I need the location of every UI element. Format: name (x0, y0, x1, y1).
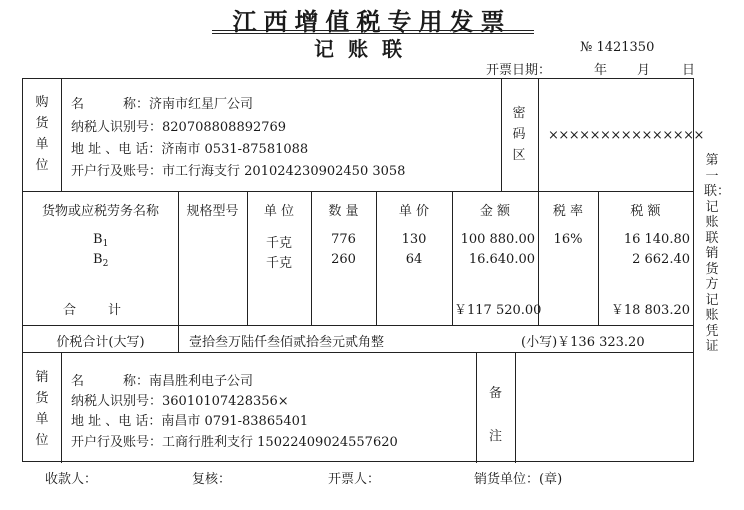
buyer-taxid-label: 纳税人识别号： (71, 120, 163, 135)
reviewer-label: 复核： (192, 472, 232, 487)
grand-total-small (521, 331, 645, 350)
seller-address: 南昌市 0791-83865401 (161, 414, 309, 429)
rule-buyer-code-left (501, 79, 502, 191)
buyer-taxid: 820708808892769 (162, 120, 287, 135)
issue-year-label: 年 (594, 63, 608, 78)
item-name-main: B (93, 252, 103, 267)
issue-date-label: 开票日期： (486, 63, 552, 78)
grand-total-small-label: (小写) (521, 335, 558, 350)
title-underline (212, 30, 534, 31)
item-name-subscript: 1 (102, 239, 109, 249)
issue-month-label: 月 (637, 63, 651, 78)
rule-buyer-label-divider (61, 79, 62, 191)
item-amount: 16.640.00 (468, 252, 535, 267)
item-amount: 100 880.00 (460, 232, 535, 247)
item-name-main: B (93, 232, 103, 247)
col-header-spec: 规格型号 (186, 204, 239, 219)
seller-name: 南昌胜利电子公司 (149, 374, 254, 389)
payee-label: 收款人： (45, 472, 98, 487)
buyer-section-label: 购货单位 (35, 95, 49, 173)
invoice-title: 江西增值税专用发票 (232, 8, 512, 36)
col-header-amount: 金 额 (479, 204, 511, 219)
item-tax: 16 140.80 (623, 232, 690, 247)
cipher-area-value: ××××××××××××××× (548, 128, 704, 143)
item-unit: 千克 (265, 236, 292, 251)
item-price: 130 (401, 232, 427, 247)
total-amount: ￥117 520.00 (454, 303, 542, 318)
rule-seller-label-divider (61, 352, 62, 463)
seller-address-row (71, 410, 308, 429)
buyer-bank-label: 开户行及账号： (71, 164, 163, 179)
rule-seller-note-left (476, 352, 477, 463)
buyer-name-row (71, 93, 253, 112)
rule-buyer-code-right (538, 79, 539, 191)
seller-taxid: 36010107428356× (162, 394, 289, 409)
item-name (93, 252, 108, 269)
seller-taxid-row (71, 390, 289, 409)
seller-bank-row (71, 431, 398, 450)
item-qty: 776 (331, 232, 356, 247)
buyer-bank: 市工行海支行 201024230902450 3058 (162, 164, 406, 179)
invoice-number-label: № (580, 40, 593, 55)
grand-total-small-value: ￥136 323.20 (557, 335, 645, 350)
seller-stamp-label: 销货单位：(章) (474, 472, 563, 487)
invoice-copy-type: 记账联 (314, 37, 416, 61)
seller-name-row (71, 370, 253, 389)
seller-bank-label: 开户行及账号： (71, 435, 163, 450)
invoice-number-value: 1421350 (596, 40, 655, 55)
item-qty: 260 (331, 252, 356, 267)
total-label: 合 计 (63, 303, 124, 318)
item-name (93, 232, 108, 249)
invoice-number (580, 40, 654, 55)
col-header-unit: 单 位 (263, 204, 295, 219)
buyer-address: 济南市 0531-87581088 (161, 142, 309, 157)
item-tax: 2 662.40 (632, 252, 690, 267)
rule-items-bottom (23, 325, 693, 326)
rule-seller-note-right (515, 352, 516, 463)
col-header-tax: 税 额 (630, 204, 661, 219)
col-header-name: 货物或应税劳务名称 (41, 204, 159, 219)
total-tax: ￥18 803.20 (610, 303, 690, 318)
rule-buyer-bottom (23, 191, 693, 192)
invoice-form (22, 78, 704, 462)
buyer-address-label: 地 址 、电 话： (71, 142, 162, 157)
seller-bank: 工商行胜利支行 15022409024557620 (162, 435, 398, 450)
rule-total-bottom (23, 352, 693, 353)
col-header-qty: 数 量 (328, 204, 359, 219)
grand-total-words: 壹拾叁万陆仟叁佰贰拾叁元贰角整 (189, 335, 385, 350)
item-name-subscript: 2 (102, 259, 109, 269)
item-price: 64 (405, 252, 423, 267)
col-header-rate: 税 率 (552, 204, 584, 219)
buyer-bank-row (71, 160, 405, 179)
seller-name-label: 名 称： (71, 374, 150, 389)
seller-taxid-label: 纳税人识别号： (71, 394, 163, 409)
seller-address-label: 地 址 、电 话： (71, 414, 162, 429)
item-rate: 16% (553, 232, 583, 247)
buyer-name: 济南市红星厂公司 (149, 97, 254, 112)
drawer-label: 开票人： (328, 472, 381, 487)
remarks-label-bottom: 注 (488, 429, 502, 444)
buyer-name-label: 名 称： (71, 97, 150, 112)
copy-side-label: 第一联：记账联 销货方记账凭证 (704, 153, 731, 354)
seller-section-label: 销货单位 (35, 370, 49, 448)
col-header-price: 单 价 (398, 204, 430, 219)
buyer-taxid-row (71, 116, 286, 135)
buyer-address-row (71, 138, 308, 157)
grand-total-label: 价税合计(大写) (56, 335, 145, 350)
issue-day-label: 日 (682, 63, 696, 78)
item-unit: 千克 (265, 256, 292, 271)
remarks-label-top: 备 (488, 386, 502, 401)
cipher-area-label: 密码区 (512, 106, 526, 163)
